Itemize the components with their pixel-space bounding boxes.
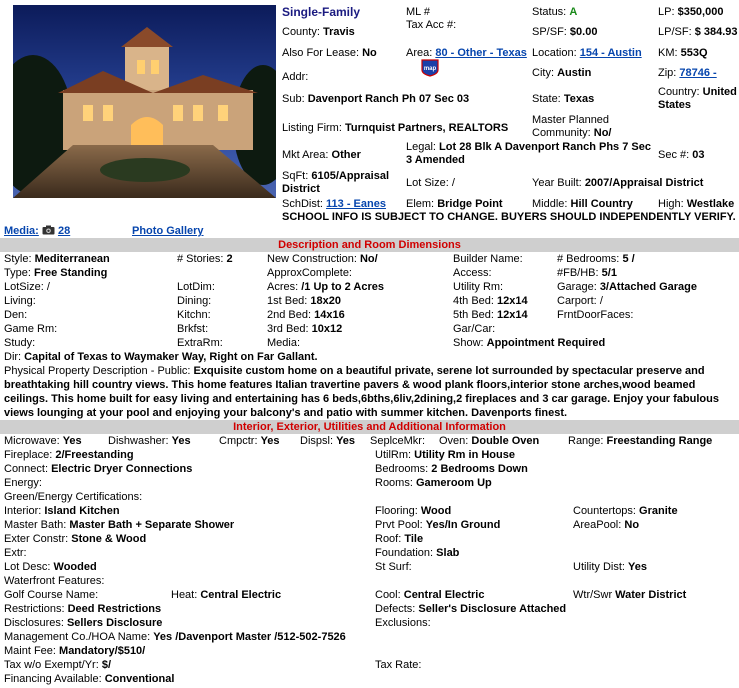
city-field [532,67,591,80]
elem-label: Elem: [406,198,435,210]
seplce-label: SeplceMkr: [370,435,426,447]
legal-value-1: Lot 28 Blk A Davenport Ranch Phs 7 Sec [439,141,651,153]
flooring-field [375,505,451,518]
rooms-label: Rooms: [375,477,413,489]
mkt-value: Other [331,149,361,161]
flooring-value: Wood [420,505,452,517]
defects-value: Seller's Disclosure Attached [418,603,567,615]
financing-field [4,673,174,686]
dir-label: Dir: [4,351,22,363]
location-link[interactable]: 154 - Austin [579,47,642,59]
fbhb-field [557,267,617,280]
brkfst-label: Brkfst: [177,323,209,335]
lot-size-field [406,177,455,190]
elem-field [406,198,503,211]
state-field [532,93,594,106]
restrictions-field [4,603,161,616]
property-photo[interactable] [13,5,276,198]
sub-label: Sub: [282,93,305,105]
dir-value: Capital of Texas to Waymaker Way, Right on Far Gallant. [24,351,318,363]
builder-label: Builder Name: [453,253,523,265]
tax-rate-label: Tax Rate: [375,659,422,671]
restr-value: Deed Restrictions [67,603,162,615]
areapool-label: AreaPool: [573,519,622,531]
sqft-label: SqFt: [282,170,309,182]
lpsf-value: $ 384.93 [694,26,738,38]
acres-value: /1 Up to 2 Acres [301,281,384,293]
status-label: Status: [532,6,567,18]
bed1-label: 1st Bed: [267,295,308,307]
spsf-label: SP/SF: [532,26,567,38]
zip-field [658,67,717,80]
exter-constr-field [4,533,146,546]
wtr-label: Wtr/Swr [573,589,613,601]
newcons-value: No/ [359,253,378,265]
county-field [282,26,355,39]
interior-field [4,505,120,518]
flooring-label: Flooring: [375,505,418,517]
living-label: Living: [4,295,36,307]
middle-field [532,198,633,211]
wtr-swr-field [573,589,686,602]
yearbuilt-label: Year Built: [532,177,582,189]
bedrooms-field [557,253,635,266]
countertops-field [573,505,678,518]
fireplace-label: Fireplace: [4,449,53,461]
bedrooms-down-label: Bedrooms: [375,463,429,475]
bed2-value: 14x16 [314,309,345,321]
utilrm-value: Utility Rm in House [414,449,515,461]
mpc-value: No/ [593,127,612,139]
cmpctr-label: Cmpctr: [219,435,258,447]
public-value: Exquisite custom home on a beautiful private, serene lot surrounded by spectacular preserve and breathtaking hill country views. This home features Italian travertine pavers & wood plank floors,interior stone arches,wood beamed ceilings. This home built for easy living and entertaining has 6 beds,6bths,6liv,2dining,2 fireplaces and 3 car garage. Enjoy your fabulous views lounging at your pool and enjoying your balcony's and patio with summer kitchen. Davenports finest. [4,365,719,419]
frnt-door-label: FrntDoorFaces: [557,309,634,321]
bed3-label: 3rd Bed: [267,323,309,335]
fireplace-field [4,449,134,462]
city-value: Austin [557,67,592,79]
countertops-value: Granite [639,505,678,517]
garage-value: 3/Attached Garage [599,281,698,293]
cool-field [375,589,484,602]
schdist-field [282,198,386,211]
management-field [4,631,346,644]
pool-value: Yes/In Ground [425,519,501,531]
foundation-value: Slab [436,547,460,559]
heat-label: Heat: [171,589,198,601]
countertops-label: Countertops: [573,505,636,517]
extra-label: ExtraRm: [177,337,223,349]
approx-label: ApproxComplete: [267,267,352,279]
sec-value: 03 [692,149,705,161]
carport-value: / [599,295,603,307]
state-value: Texas [563,93,595,105]
sqft-field [282,170,389,183]
bed2-label: 2nd Bed: [267,309,312,321]
sqft-value-1: 6105/Appraisal [311,170,390,182]
ml-label: ML # [406,6,431,18]
green-cert-label: Green/Energy Certifications: [4,491,143,503]
yearbuilt-value: 2007/Appraisal District [584,177,704,189]
kitchn-label: Kitchn: [177,309,211,321]
country-field [658,86,737,99]
st-surf-label: St Surf: [375,561,412,573]
camera-icon [42,225,55,239]
connect-label: Connect: [4,463,49,475]
cmpctr-field [219,435,280,448]
bed5-field [453,309,528,322]
maint-value: Mandatory/$510/ [59,645,146,657]
beds-value: 5 / [622,253,635,265]
map-icon-text: map [423,66,437,72]
den-label: Den: [4,309,28,321]
beds-label: # Bedrooms: [557,253,620,265]
mbath-label: Master Bath: [4,519,67,531]
waterfront-label: Waterfront Features: [4,575,105,587]
schdist-label: SchDist: [282,198,323,210]
mpc-label-2: Community: [532,127,591,139]
range-value: Freestanding Range [606,435,713,447]
carport-label: Carport: [557,295,597,307]
restr-label: Restrictions: [4,603,65,615]
km-field [658,47,708,60]
bed3-field [267,323,342,336]
disc-value: Sellers Disclosure [66,617,163,629]
school-note: SCHOOL INFO IS SUBJECT TO CHANGE. BUYERS SHOULD INDEPENDENTLY VERIFY. [282,211,736,223]
dining-label: Dining: [177,295,212,307]
access-label: Access: [453,267,492,279]
stories-value: 2 [226,253,233,265]
lease-field [282,47,377,60]
tax-label: Tax w/o Exempt/Yr: [4,659,99,671]
middle-label: Middle: [532,198,568,210]
high-value: Westlake [686,198,735,210]
lotsize-value: / [451,177,455,189]
newcons-label: New Construction: [267,253,357,265]
style-value: Mediterranean [34,253,110,265]
directions-field [4,351,318,364]
public-description [4,364,739,420]
extr-label: Extr: [4,547,27,559]
mgmt-value: Yes /Davenport Master /512-502-7526 [153,631,346,643]
range-label: Range: [568,435,604,447]
pool-label: Prvt Pool: [375,519,423,531]
oven-field [439,435,539,448]
dishwasher-value: Yes [171,435,191,447]
mkt-area-field [282,149,361,162]
status-badge: A [569,6,578,18]
show-field [453,337,605,350]
oven-label: Oven: [439,435,469,447]
property-type: Single-Family [282,5,361,19]
area-link[interactable]: 80 - Other - Texas [435,47,527,59]
garcar-label: Gar/Car: [453,323,496,335]
disc-label: Disclosures: [4,617,64,629]
firm-value: Turnquist Partners, REALTORS [344,122,509,134]
map-icon[interactable] [421,59,439,77]
wtr-value: Water District [615,589,687,601]
bed4-value: 12x14 [497,295,528,307]
heat-field [171,589,281,602]
lotdesc-value: Wooded [53,561,97,573]
exter-value: Stone & Wood [71,533,147,545]
sec-label: Sec #: [658,149,690,161]
photo-gallery-link[interactable]: Photo Gallery [132,225,204,237]
lotsize-label: Lot Size: [406,177,449,189]
bed5-value: 12x14 [497,309,528,321]
cmpctr-value: Yes [260,435,280,447]
media-count[interactable]: 28 [57,225,71,237]
location-label: Location: [532,47,577,59]
fbhb-label: #FB/HB: [557,267,599,279]
bed1-field [267,295,341,308]
sub-field [282,93,469,106]
list-price-field [658,6,723,19]
study-label: Study: [4,337,36,349]
roof-value: Tile [404,533,424,545]
areapool-value: No [624,519,640,531]
acres-field [267,281,384,294]
golf-label: Golf Course Name: [4,589,99,601]
spsf-field [532,26,597,39]
firm-label: Listing Firm: [282,122,342,134]
lp-value: $350,000 [677,6,724,18]
bed3-value: 10x12 [311,323,343,335]
sqft-value-2: District [282,183,320,195]
mbath-value: Master Bath + Separate Shower [69,519,235,531]
schdist-link[interactable]: 113 - Eanes [326,198,386,210]
style-label: Style: [4,253,32,265]
bed4-field [453,295,528,308]
fbhb-value: 5/1 [601,267,617,279]
state-label: State: [532,93,561,105]
rooms-value: Gameroom Up [415,477,492,489]
cool-label: Cool: [375,589,401,601]
country-label: Country: [658,86,700,98]
master-bath-field [4,519,234,532]
lotsize-field [4,281,50,294]
km-label: KM: [658,47,678,59]
interior-label: Interior: [4,505,42,517]
high-field [658,198,734,211]
tax-field [4,659,111,672]
bedrooms-down-field [375,463,528,476]
garage-field [557,281,697,294]
dishwasher-field [108,435,191,448]
mgmt-label: Management Co./HOA Name: [4,631,151,643]
tax-acc-label: Tax Acc #: [406,19,457,31]
roof-field [375,533,423,546]
connect-value: Electric Dryer Connections [51,463,193,475]
fin-value: Conventional [104,673,175,685]
sec-field [658,149,705,162]
lease-label: Also For Lease: [282,47,360,59]
defects-label: Defects: [375,603,416,615]
mpc-field [532,127,611,140]
desc-lotsize-label: LotSize: [4,281,44,293]
lpsf-field [658,26,738,39]
connect-field [4,463,192,476]
lease-value: No [362,47,377,59]
game-label: Game Rm: [4,323,58,335]
media-room-label: Media: [267,337,301,349]
legal-value-2: 3 Amended [406,154,465,166]
country-value-2: States [658,99,692,111]
city-label: City: [532,67,554,79]
show-value: Appointment Required [486,337,606,349]
new-construction-field [267,253,378,266]
areapool-field [573,519,639,532]
defects-field [375,603,566,616]
mkt-label: Mkt Area: [282,149,329,161]
heat-value: Central Electric [200,589,282,601]
carport-field [557,295,603,308]
dispsl-value: Yes [336,435,356,447]
area-label: Area: [406,47,433,59]
oven-value: Double Oven [471,435,540,447]
public-label: Physical Property Description - Public: [4,365,191,377]
foundation-field [375,547,459,560]
country-value-1: United [702,86,737,98]
acres-label: Acres: [267,281,299,293]
fireplace-value: 2/Freestanding [55,449,134,461]
disclosures-field [4,617,162,630]
microwave-value: Yes [62,435,82,447]
dispsl-field [300,435,355,448]
lotdesc-label: Lot Desc: [4,561,51,573]
legal-field [406,141,651,154]
dispsl-label: Dispsl: [300,435,334,447]
utildist-label: Utility Dist: [573,561,625,573]
media-link[interactable] [4,225,70,239]
fin-label: Financing Available: [4,673,102,685]
lotdim-label: LotDim: [177,281,215,293]
sub-value: Davenport Ranch Ph 07 Sec 03 [307,93,470,105]
addr-label: Addr: [282,71,309,83]
lp-label: LP: [658,6,675,18]
status-field [532,6,577,19]
county-value: Travis [322,26,355,38]
interior-section-header: Interior, Exterior, Utilities and Additional Information [0,420,739,434]
show-label: Show: [453,337,484,349]
bedrooms-down-value: 2 Bedrooms Down [431,463,528,475]
utility-dist-field [573,561,647,574]
style-field [4,253,110,266]
elem-value: Bridge Point [437,198,503,210]
middle-value: Hill Country [570,198,633,210]
bed4-label: 4th Bed: [453,295,494,307]
stories-label: # Stories: [177,253,224,265]
type-label: Type: [4,267,31,279]
energy-label: Energy: [4,477,42,489]
location-field [532,47,642,60]
high-label: High: [658,198,684,210]
year-built-field [532,177,703,190]
stories-field [177,253,233,266]
exclusions-label: Exclusions: [375,617,431,629]
maint-fee-field [4,645,145,658]
exter-label: Exter Constr: [4,533,69,545]
garage-label: Garage: [557,281,597,293]
rooms-field [375,477,492,490]
maint-label: Maint Fee: [4,645,56,657]
bed5-label: 5th Bed: [453,309,494,321]
legal-label: Legal: [406,141,436,153]
dishwasher-label: Dishwasher: [108,435,169,447]
bed1-value: 18x20 [310,295,342,307]
mpc-label-1: Master Planned [532,114,610,126]
zip-label: Zip: [658,67,677,79]
microwave-field [4,435,82,448]
microwave-label: Microwave: [4,435,60,447]
prvt-pool-field [375,519,500,532]
description-section-header: Description and Room Dimensions [0,238,739,252]
bed2-field [267,309,345,322]
lot-desc-field [4,561,97,574]
utildist-value: Yes [628,561,647,573]
type-field [4,267,107,280]
type-value: Free Standing [33,267,108,279]
foundation-label: Foundation: [375,547,434,559]
property-photo-image [13,5,276,198]
utilrm-field [375,449,515,462]
tax-value: $/ [101,659,112,671]
spsf-value: $0.00 [569,26,598,38]
listing-firm-field [282,122,508,135]
lpsf-label: LP/SF: [658,26,692,38]
cool-value: Central Electric [403,589,485,601]
roof-label: Roof: [375,533,402,545]
utilrm-label: UtilRm: [375,449,412,461]
interior-value: Island Kitchen [44,505,120,517]
desc-lotsize-value: / [46,281,50,293]
county-label: County: [282,26,320,38]
zip-link[interactable]: 78746 - [679,67,717,79]
utility-label: Utility Rm: [453,281,504,293]
media-label[interactable]: Media: [4,225,39,237]
km-value: 553Q [680,47,708,59]
range-field [568,435,712,448]
